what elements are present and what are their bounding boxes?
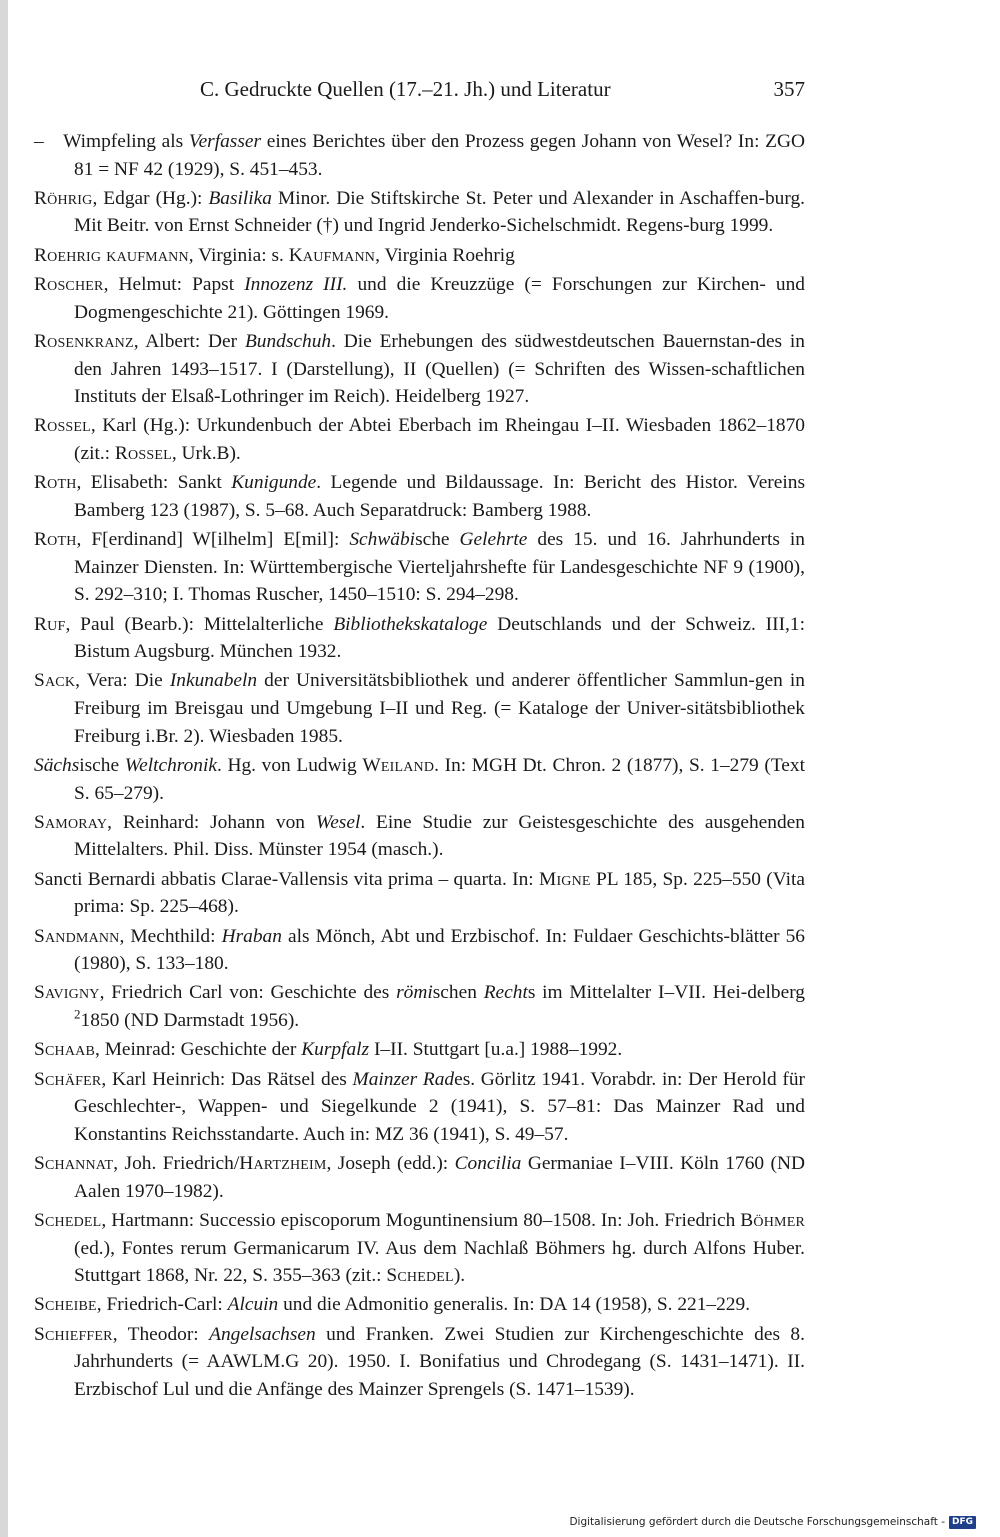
italic-keyword: Verfasser (188, 131, 262, 152)
author-name: Schedel (386, 1265, 454, 1287)
italic-keyword: Kunigunde (231, 472, 317, 494)
entry-text: Minor. Die Stiftskirche St. Peter und Alexander in Aschaffen-burg. Mit Beitr. von Ernst Schneider (†) und Ingrid Jenderko-Sichelschmidt. Regens-burg 1999. (74, 187, 805, 237)
italic-keyword: Bundschuh (244, 330, 332, 352)
italic-keyword: Gelehrte (459, 529, 528, 551)
italic-keyword: Bibliothekskataloge (333, 613, 488, 635)
entry-text: , Mechthild: (119, 925, 222, 947)
entry-text: 1850 (ND Darmstadt 1956). (80, 1010, 300, 1032)
author-name: Schaab (34, 1039, 95, 1061)
author-name: Ruf (34, 613, 66, 635)
bibliography-entry-schannat (34, 1150, 805, 1205)
entry-text: , Virginia: s. (188, 244, 289, 266)
entry-text: ). (453, 1265, 466, 1287)
author-name: Weiland (362, 754, 435, 776)
author-name: Rossel (114, 442, 172, 464)
author-name: Rossel (34, 415, 91, 437)
bibliography-entry-schieffer (34, 1321, 805, 1404)
bibliography-entry-sack (34, 667, 805, 750)
page-edge-shadow (0, 0, 8, 1537)
bibliography-entry-saechsische (34, 752, 805, 807)
entry-text: I–II. Stuttgart [u.a.] 1988–1992. (369, 1039, 623, 1061)
bibliography-entry-sandmann (34, 923, 805, 978)
italic-keyword: Sächs (34, 754, 80, 776)
entry-text: (ed.), Fontes rerum Germanicarum IV. Aus dem Nachlaß Böhmers hg. durch Alfons Huber. Stuttgart 1868, Nr. 22, S. 355–363 (zit.: (74, 1237, 805, 1287)
author-name: Schieffer (34, 1323, 113, 1345)
italic-keyword: Hraban (221, 925, 282, 947)
entry-text: Deutschlands und der Schweiz. III,1: Bistum Augsburg. München 1932. (74, 613, 805, 663)
bibliography-entry-roth-ferdinand (34, 526, 805, 609)
entry-text: . Legende und Bildaussage. In: Bericht des Histor. Vereins Bamberg 123 (1987), S. 5–68. Auch Separatdruck: Bamberg 1988. (74, 472, 805, 521)
bibliography-entry-wimpfeling (34, 128, 805, 183)
bibliography-entry-scheibe (34, 1291, 805, 1319)
entry-text: , Elisabeth: Sankt (76, 472, 232, 494)
footer-credit (569, 1514, 976, 1530)
entry-text: Sancti Bernardi abbatis Clarae-Vallensis vita prima – quarta. In: (34, 868, 539, 890)
entry-text: , Vera: Die (75, 670, 170, 692)
entry-text: , Joseph (edd.): (326, 1153, 455, 1175)
bibliography-entry-schaab (34, 1036, 805, 1064)
author-name: Schäfer (34, 1068, 102, 1090)
italic-keyword: Weltchronik (124, 754, 217, 776)
entry-text: . Hg. von Ludwig (217, 754, 363, 776)
entry-text: schen (432, 982, 484, 1004)
entry-text: , Helmut: Papst (103, 274, 245, 296)
entry-text: PL 185, Sp. 225–550 (Vita prima: Sp. 225–468). (74, 868, 805, 918)
author-name: Roth (34, 529, 77, 551)
entry-text: , Karl (Hg.): Urkundenbuch der Abtei Eberbach im Rheingau I–II. Wiesbaden 1862–1870 (zit.: (74, 415, 805, 464)
entry-text: , Virginia Roehrig (375, 244, 515, 266)
italic-keyword: Wesel (315, 811, 361, 833)
bibliography-entry-savigny (34, 979, 805, 1034)
italic-keyword: Schwäbi (349, 529, 416, 551)
italic-keyword: Inkunabeln (169, 670, 258, 692)
running-header (200, 74, 805, 104)
italic-keyword: Kurpfalz (301, 1039, 370, 1061)
entry-text: und die Admonitio generalis. In: DA 14 (1958), S. 221–229. (278, 1294, 751, 1316)
entry-text: und Franken. Zwei Studien zur Kirchengeschichte des 8. Jahrhunderts (= AAWLM.G 20). 1950. I. Bonifatius und Chrodegang (S. 1431–1471). II. Erzbischof Lul und die Anfänge des Mainzer Sprengels (S. 1471–1539). (74, 1323, 805, 1400)
author-name: Rosenkranz (34, 330, 134, 352)
italic-keyword: Concilia (454, 1153, 522, 1175)
entry-text: und die Kreuzzüge (= Forschungen zur Kirchen- und Dogmengeschichte 21). Göttingen 1969. (74, 274, 805, 323)
author-name: Böhmer (740, 1209, 805, 1231)
author-name: Kaufmann (288, 244, 376, 266)
author-name: Schedel (34, 1209, 102, 1231)
entry-text: s im Mittelalter I–VII. Hei-delberg (527, 982, 806, 1004)
bibliography-entry-rossel (34, 412, 805, 467)
entry-text: ische (79, 754, 125, 776)
entry-text: . Eine Studie zur Geistesgeschichte des ausgehenden Mittelalters. Phil. Diss. Münster 1954 (masch.). (74, 811, 805, 861)
entry-text: , Joh. Friedrich/ (113, 1153, 240, 1175)
bibliography-entry-rosenkranz (34, 328, 805, 411)
author-name: Savigny (34, 982, 100, 1004)
bibliography-entry-sancti-bernardi (34, 866, 805, 921)
running-title: C. Gedruckte Quellen (17.–21. Jh.) und Literatur (200, 77, 611, 101)
bibliography-entry-roehrig-kaufmann (34, 242, 805, 270)
entry-text: – Wimpfeling als (34, 131, 189, 152)
superscript: 2 (74, 1006, 81, 1022)
footer-text: Digitalisierung gefördert durch die Deutsche Forschungsgemeinschaft - (569, 1516, 945, 1528)
entry-text: , Urk.B). (171, 442, 241, 464)
author-name: Sandmann (34, 925, 120, 947)
bibliography-entry-schedel (34, 1207, 805, 1290)
bibliography-entry-ruf (34, 611, 805, 666)
bibliography-entry-roehrig-edgar (34, 185, 805, 240)
author-name: Hartzheim (239, 1153, 327, 1175)
bibliography-list (34, 128, 805, 1405)
italic-keyword: Mainzer Rad (352, 1068, 455, 1090)
bibliography-entry-schaefer (34, 1066, 805, 1149)
entry-text: . In: MGH Dt. Chron. 2 (1877), S. 1–279 (Text S. 65–279). (74, 754, 805, 804)
entry-text: , Hartmann: Successio episcoporum Moguntinensium 80–1508. In: Joh. Friedrich (101, 1209, 741, 1231)
author-name: Roth (34, 472, 77, 494)
italic-keyword: Basilika (208, 187, 272, 209)
author-name: Samoray (34, 811, 108, 833)
italic-keyword: römi (396, 982, 433, 1004)
page-number: 357 (773, 77, 805, 101)
entry-text: , Friedrich-Carl: (96, 1294, 228, 1316)
entry-text: eines Berichtes über den Prozess gegen Johann von Wesel? In: ZGO 81 = NF 42 (1929), S. 451–453. (74, 131, 805, 180)
author-name: Röhrig (34, 187, 93, 209)
entry-text: , Meinrad: Geschichte der (95, 1039, 302, 1061)
entry-text: sche (415, 529, 460, 551)
author-name: Scheibe (34, 1294, 97, 1316)
italic-keyword: Alcuin (227, 1294, 279, 1316)
author-name: Schannat (34, 1153, 114, 1175)
italic-keyword: Recht (483, 982, 528, 1004)
bibliography-entry-roscher (34, 271, 805, 326)
entry-text: , Reinhard: Johann von (107, 811, 316, 833)
entry-text: es. Görlitz 1941. Vorabdr. in: Der Herold für Geschlechter-, Wappen- und Siegelkunde 2 (1941), S. 57–81: Das Mainzer Rad und Konstantins Reichsstandarte. Auch in: MZ 36 (1941), S. 49–57. (74, 1068, 805, 1145)
entry-text: , Friedrich Carl von: Geschichte des (99, 982, 397, 1004)
entry-text: , Karl Heinrich: Das Rätsel des (101, 1068, 353, 1090)
author-name: Roscher (34, 274, 104, 296)
entry-text: , Edgar (Hg.): (92, 187, 209, 209)
bibliography-entry-samoray (34, 809, 805, 864)
italic-keyword: Innozenz III. (244, 274, 348, 296)
entry-text: , F[erdinand] W[ilhelm] E[mil]: (76, 529, 350, 551)
dfg-logo: DFG (949, 1516, 976, 1529)
bibliography-entry-roth-elisabeth (34, 469, 805, 524)
entry-text: . Die Erhebungen des südwestdeutschen Bauernstan-des in den Jahren 1493–1517. I (Darstellung), II (Quellen) (= Schriften des Wissen-schaftlichen Instituts der Elsaß-Lothringer im Reich). Heidelberg 1927. (74, 330, 805, 408)
entry-text: der Universitätsbibliothek und anderer öffentlicher Sammlun-gen in Freiburg im Breisgau und Umgebung I–II und Reg. (= Kataloge der Univer-sitätsbibliothek Freiburg i.Br. 2). Wiesbaden 1985. (74, 670, 805, 747)
entry-text: , Paul (Bearb.): Mittelalterliche (65, 613, 334, 635)
entry-text: als Mönch, Abt und Erzbischof. In: Fuldaer Geschichts-blätter 56 (1980), S. 133–180. (74, 925, 805, 975)
author-name: Sack (34, 670, 76, 692)
entry-text: , Albert: Der (133, 330, 245, 352)
entry-text: Germaniae I–VIII. Köln 1760 (ND Aalen 1970–1982). (74, 1153, 805, 1202)
author-name: Migne (539, 868, 591, 890)
italic-keyword: Angelsachsen (209, 1323, 316, 1345)
author-name: Roehrig kaufmann (34, 244, 189, 266)
entry-text: , Theodor: (112, 1323, 210, 1345)
entry-text: des 15. und 16. Jahrhunderts in Mainzer Diensten. In: Württembergische Vierteljahrshefte für Landesgeschichte NF 9 (1900), S. 292–310; I. Thomas Ruscher, 1450–1510: S. 294–298. (74, 529, 805, 606)
